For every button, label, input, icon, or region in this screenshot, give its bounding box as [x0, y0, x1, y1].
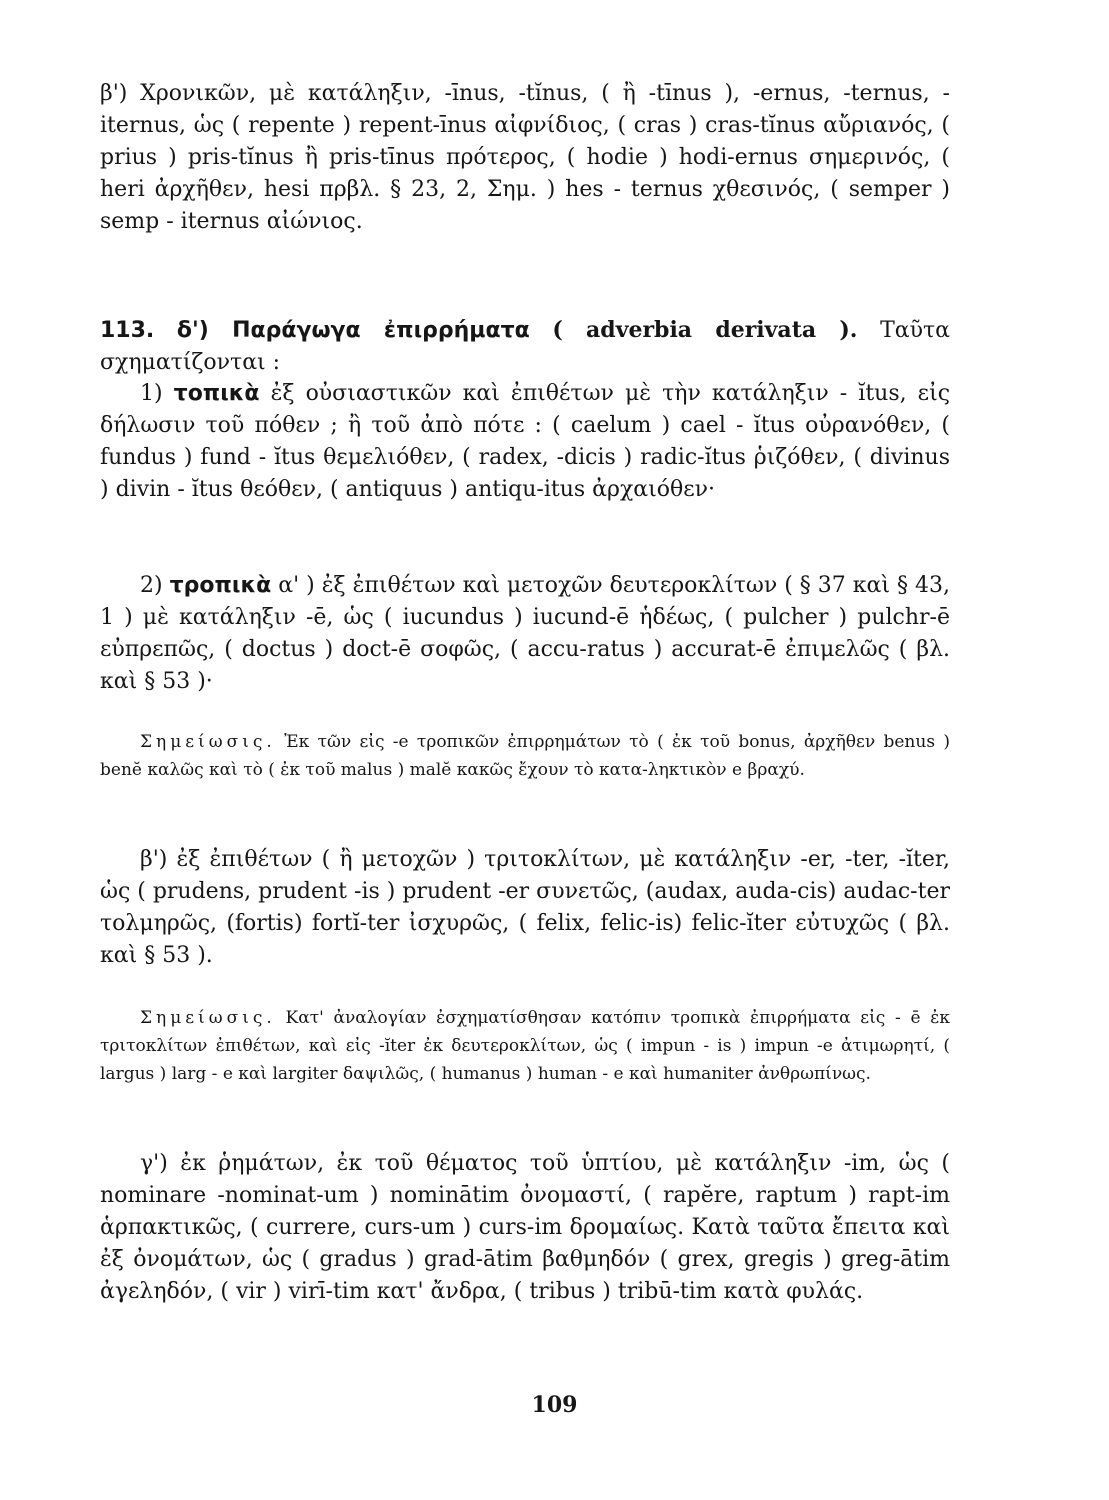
note-2-label: Σημείωσις. — [140, 1008, 276, 1028]
note-1-label: Σημείωσις. — [140, 732, 276, 752]
section-intro: Ταῦτα σχηματίζονται : — [100, 318, 950, 375]
item-modal-adverbs — [100, 570, 950, 698]
paragraph-verbal-adverbs: γ') ἐκ ῥημάτων, ἐκ τοῦ θέματος τοῦ ὑπτίου, μὲ κατάληξιν -im, ὡς ( nominare -nominat-um ) nominātim ὀνομαστί, ( rapĕre, raptum ) rapt-im ἁρπακτικῶς, ( currere, curs-um ) curs-im δρομαίως. Κατὰ ταῦτα ἔπειτα καὶ ἐξ ὀνομάτων, ὡς ( gradus ) grad-ātim βαθμηδόν ( grex, gregis ) greg-ātim ἀγεληδόν, ( vir ) virī-tim κατ' ἄνδρα, ( tribus ) tribū-tim κατὰ φυλάς. — [100, 1151, 950, 1304]
item-2-text: α' ) ἐξ ἐπιθέτων καὶ μετοχῶν δευτεροκλίτων ( § 37 καὶ § 43, 1 ) μὲ κατάληξιν -ē, ὡς ( iucundus ) iucund-ē ἡδέως, ( pulcher ) pulchr-ē εὐπρεπῶς, ( doctus ) doct-ē σοφῶς, ( accu-ratus ) accurat-ē ἐπιμελῶς ( βλ. καὶ § 53 )· — [100, 573, 950, 694]
section-number: 113. — [100, 318, 155, 343]
section-heading: δ') Παράγωγα ἐπιρρήματα — [176, 318, 530, 343]
note-1-text: Ἐκ τῶν εἰς -e τροπικῶν ἐπιρρημάτων τὸ ( ἐκ τοῦ bonus, ἀρχῆθεν benus ) benĕ καλῶς καὶ τὸ ( ἐκ τοῦ malus ) malĕ κακῶς ἔχουν τὸ κατα-ληκτικὸν e βραχύ. — [100, 732, 950, 780]
section-heading-latin: ( adverbia derivata ). — [552, 317, 858, 343]
item-local-adverbs — [100, 378, 950, 506]
item-1-text: ἐξ οὐσιαστικῶν καὶ ἐπιθέτων μὲ τὴν κατάληξιν - ĭtus, εἰς δήλωσιν τοῦ πόθεν ; ἢ τοῦ ἀπὸ πότε : ( caelum ) cael - ĭtus οὐρανόθεν, ( fundus ) fund - ĭtus θεμελιόθεν, ( radex, -dicis ) radic-ĭtus ῥιζόθεν, ( divinus ) divin - ĭtus θεόθεν, ( antiquus ) antiqu-itus ἀρχαιόθεν· — [100, 381, 951, 502]
paragraph-third-declension-adverbs: β') ἐξ ἐπιθέτων ( ἢ μετοχῶν ) τριτοκλίτων, μὲ κατάληξιν -er, -ter, -ĭter, ὡς ( prudens, prudent -is ) prudent -er συνετῶς, (audax, auda-cis) audac-ter τολμηρῶς, (fortis) fortĭ-ter ἰσχυρῶς, ( felix, felic-is) felic-ĭter εὐτυχῶς ( βλ. καὶ § 53 ). — [100, 847, 950, 968]
section-113 — [100, 314, 950, 379]
paragraph-temporal-adjectives: β') Χρονικῶν, μὲ κατάληξιν, -īnus, -tĭnus, ( ἢ -tīnus ), -ernus, -ternus, -iternus, ὡς ( repente ) repent-īnus αἰφνίδιος, ( cras ) cras-tĭnus αὔριανός, ( prius ) pris-tĭnus ἢ pris-tīnus πρότερος, ( hodie ) hodi-ernus σημερινός, ( heri ἀρχῆθεν, hesi πρβλ. § 23, 2, Σημ. ) hes - ternus χθεσινός, ( semper ) semp - iternus αἰώνιος. — [100, 81, 950, 234]
item-2-label: 2) — [140, 573, 163, 598]
note-1 — [100, 728, 950, 784]
item-1-term: τοπικὰ — [173, 381, 260, 406]
note-2-text: Κατ' ἀναλογίαν ἐσχηματίσθησαν κατόπιν τροπικὰ ἐπιρρήματα εἰς - ē ἐκ τριτοκλίτων ἐπιθέτων, καὶ εἰς -ĭter ἐκ δευτεροκλίτων, ὡς ( impun - is ) impun -e ἀτιμωρητί, ( largus ) larg - e καὶ largiter δαψιλῶς, ( humanus ) human - e καὶ humaniter ἀνθρωπίνως. — [100, 1008, 950, 1084]
item-2-term: τροπικὰ — [169, 573, 272, 598]
note-2 — [100, 1004, 950, 1088]
page-number: 109 — [531, 1392, 578, 1418]
item-1-label: 1) — [140, 381, 163, 406]
